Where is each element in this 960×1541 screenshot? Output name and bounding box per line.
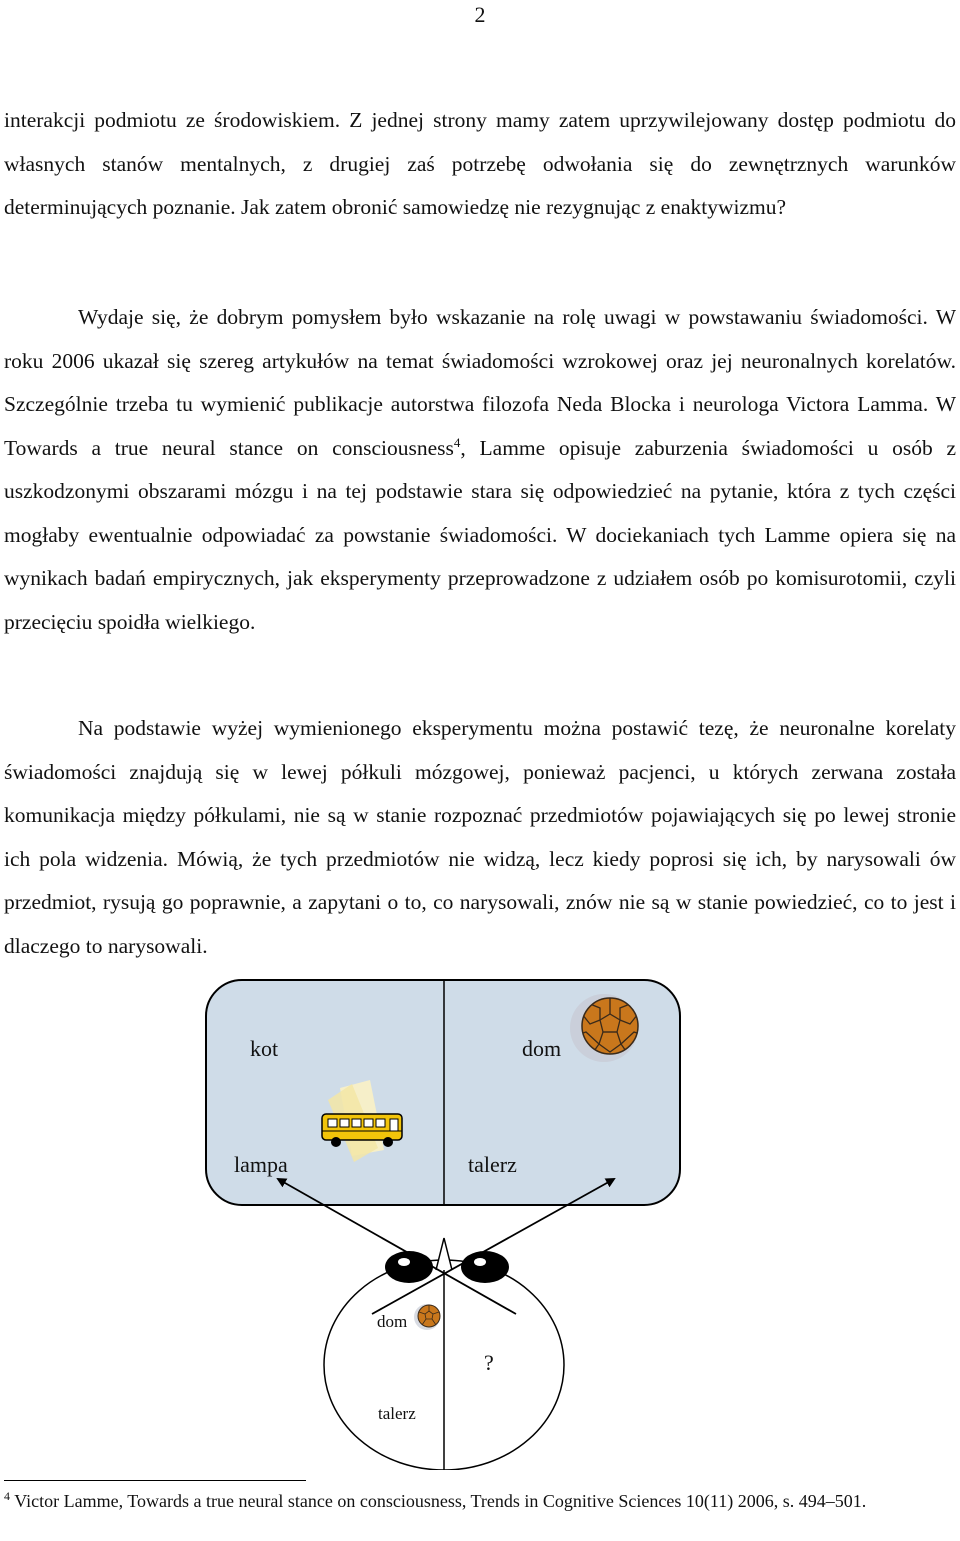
small-soccer-ball-icon — [414, 1304, 440, 1330]
paragraph-1: interakcji podmiotu ze środowiskiem. Z jednej strony mamy zatem uprzywilejowany dostęp podmiotu do własnych stanów mentalnych, z drugiej zaś potrzebę odwołania się do zewnętrznych warunków determinujących poznanie. Jak zatem obronić samowiedzę nie rezygnując z enaktywizmu? — [4, 108, 956, 219]
label-talerz: talerz — [468, 1152, 517, 1177]
footnote-separator — [4, 1480, 306, 1481]
left-eye — [385, 1251, 433, 1283]
label-kot: kot — [250, 1036, 279, 1061]
head-label-question: ? — [484, 1350, 494, 1375]
split-brain-figure — [0, 970, 960, 1475]
head-label-dom: dom — [377, 1312, 408, 1331]
footnote-number: 4 — [4, 1489, 10, 1503]
paragraph-2-text: Wydaje się, że dobrym pomysłem było wskazanie na rolę uwagi w powstawaniu świadomości. W roku 2006 ukazał się szereg artykułów na temat świadomości wzrokowej oraz jej neuronalnych korelatów. Szczególnie trzeba tu wymienić publikacje autorstwa filozofa Neda Blocka i neurologa Victora Lamma. W Towards a true neural stance on consciousness — [4, 305, 956, 460]
nose — [436, 1238, 452, 1270]
footnote-reference[interactable]: 4 — [453, 434, 461, 450]
right-eye — [461, 1251, 509, 1283]
page-number: 2 — [474, 2, 486, 27]
split-brain-diagram — [0, 970, 960, 1470]
label-lampa: lampa — [234, 1152, 288, 1177]
paragraph-2 — [4, 296, 956, 644]
paragraph-2-text-cont: , Lamme opisuje zaburzenia świadomości u osób z uszkodzonymi obszarami mózgu i na tej podstawie stara się odpowiedzieć na pytanie, która z tych części mogłaby ewentualnie odpowiadać za powstanie świadomości. W dociekaniach tych Lamme opiera się na wynikach badań empirycznych, jak eksperymenty przeprowadzone z udziałem osób po komisurotomii, czyli przecięciu spoidła wielkiego. — [4, 435, 957, 634]
footnote — [4, 1489, 954, 1514]
label-dom: dom — [522, 1036, 562, 1061]
footnote-text: Victor Lamme, Towards a true neural stance on consciousness, Trends in Cognitive Sciences 10(11) 2006, s. 494–501. — [14, 1491, 867, 1511]
paragraph-3: Na podstawie wyżej wymienionego eksperymentu można postawić tezę, że neuronalne korelaty świadomości znajdują się w lewej półkuli mózgowej, ponieważ pacjenci, u których zerwana została komunikacja między półkulami, nie są w stanie rozpoznać przedmiotów pojawiających się po lewej stronie ich pola widzenia. Mówią, że tych przedmiotów nie widzą, lecz kiedy poprosi się ich, by narysowali ów przedmiot, rysują go poprawnie, a zapytani o to, co narysowali, znów nie są w stanie powiedzieć, co to jest i dlaczego to narysowali. — [4, 716, 956, 958]
head-label-talerz: talerz — [378, 1404, 416, 1423]
